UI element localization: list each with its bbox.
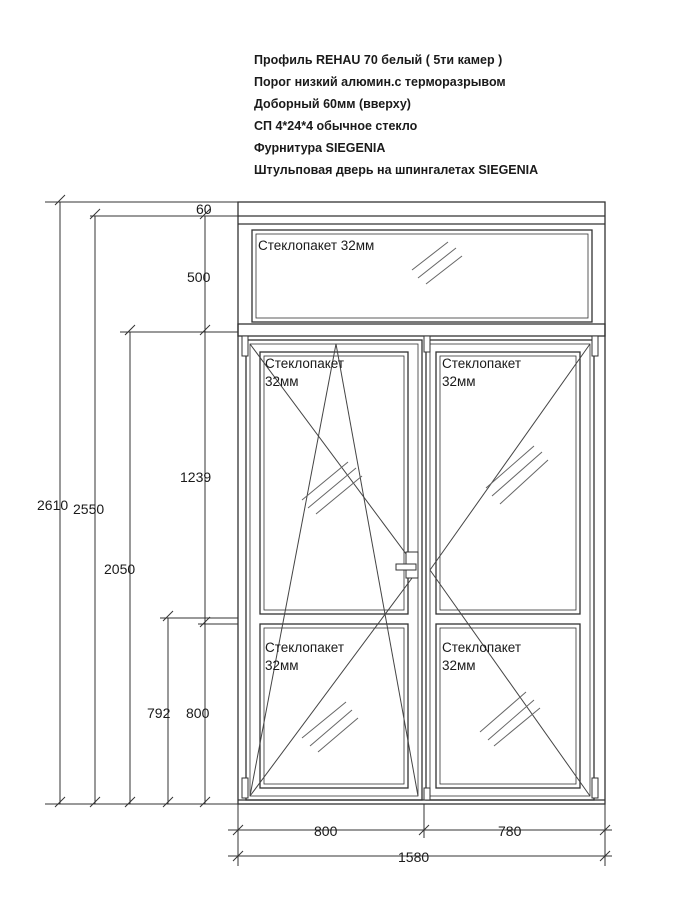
dim-door-height: 2050	[104, 561, 136, 577]
hinge-icon	[242, 336, 248, 356]
hinge-icon	[592, 336, 598, 356]
glass-label-line2: 32мм	[265, 374, 299, 389]
hinge-icon	[242, 778, 248, 798]
door-handle-lever-icon	[396, 564, 416, 570]
glass-label-line1: Стеклопакет	[442, 640, 522, 655]
spec-line-hardware: Фурнитура SIEGENIA	[254, 141, 386, 155]
spec-line-glass: СП 4*24*4 обычное стекло	[254, 119, 418, 133]
right-door-leaf	[426, 340, 594, 800]
dim-lower-panel: 792	[147, 705, 171, 721]
glass-label-line2: 32мм	[265, 658, 299, 673]
glass-label-line1: Стеклопакет	[265, 640, 345, 655]
transom-mullion	[238, 324, 605, 336]
opening-lines	[250, 344, 590, 796]
dim-door-top-height: 1239	[180, 469, 212, 485]
glass-label-line2: 32мм	[442, 374, 476, 389]
right-upper-glass	[436, 352, 580, 614]
left-upper-glass	[260, 352, 408, 614]
spec-line-door-type: Штульповая дверь на шпингалетах SIEGENIA	[254, 163, 539, 177]
transom-label: Стеклопакет 32мм	[258, 238, 375, 253]
dim-transom-height: 500	[187, 269, 211, 285]
dim-top-strip: 60	[196, 201, 212, 217]
dim-width-right: 780	[498, 823, 522, 839]
dim-width-left: 800	[314, 823, 338, 839]
dim-overall-2610: 2610	[37, 497, 69, 513]
spec-line-threshold: Порог низкий алюмин.с терморазрывом	[254, 75, 506, 89]
glass-label-line1: Стеклопакет	[265, 356, 345, 371]
hinge-icon	[592, 778, 598, 798]
glass-reflection-marks	[302, 242, 548, 752]
dim-width-total: 1580	[398, 849, 430, 865]
hinge-icon	[424, 788, 430, 800]
hinge-icon	[424, 336, 430, 352]
glass-label-line2: 32мм	[442, 658, 476, 673]
spec-line-extension: Доборный 60мм (вверху)	[254, 97, 411, 111]
spec-line-profile: Профиль REHAU 70 белый ( 5ти камер )	[254, 53, 503, 67]
dim-overall-2550: 2550	[73, 501, 105, 517]
glass-label-line1: Стеклопакет	[442, 356, 522, 371]
dim-door-bottom-height: 800	[186, 705, 210, 721]
